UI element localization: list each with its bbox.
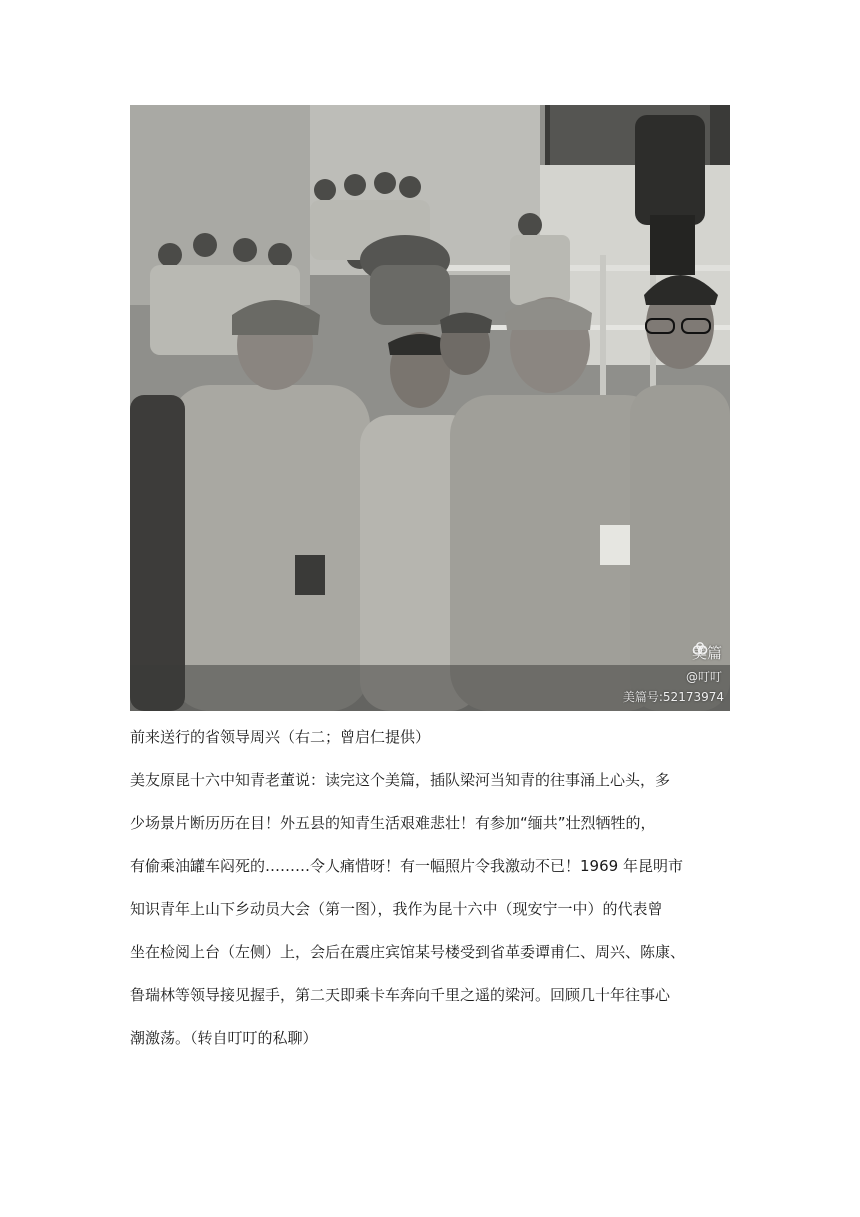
- body-paragraph: [130, 764, 734, 1065]
- meipian-watermark: [692, 642, 722, 663]
- paragraph-line: 有偷乘油罐车闷死的………令人痛惜呀！有一幅照片令我激动不已！1969 年昆明市: [130, 857, 683, 875]
- paragraph-line: 潮激荡。（转自叮叮的私聊）: [130, 1029, 318, 1047]
- photo-illustration: [130, 105, 730, 711]
- paragraph-line: 鲁瑞林等领导接见握手，第二天即乘卡车奔向千里之遥的梁河。回顾几十年往事心: [130, 986, 671, 1004]
- historical-photo: [130, 105, 730, 711]
- paragraph-line: 知识青年上山下乡动员大会（第一图），我作为昆十六中（现安宁一中）的代表曾: [130, 900, 663, 918]
- paragraph-line: 美友原昆十六中知青老董说：读完这个美篇，插队梁河当知青的往事涌上心头，多: [130, 771, 671, 789]
- paragraph-line: 少场景片断历历在目！外五县的知青生活艰难悲壮！有参加“缅共”壮烈牺牲的，: [130, 814, 656, 832]
- watermark-id: 美篇号:52173974: [622, 690, 724, 704]
- photo-caption: 前来送行的省领导周兴（右二；曾启仁提供）: [130, 728, 431, 746]
- meipian-logo-icon: [692, 642, 708, 658]
- paragraph-line: 坐在检阅上台（左侧）上，会后在震庄宾馆某号楼受到省革委谭甫仁、周兴、陈康、: [130, 943, 686, 961]
- watermark-brand: 美篇: [691, 644, 722, 662]
- watermark-handle: @叮叮: [685, 670, 722, 684]
